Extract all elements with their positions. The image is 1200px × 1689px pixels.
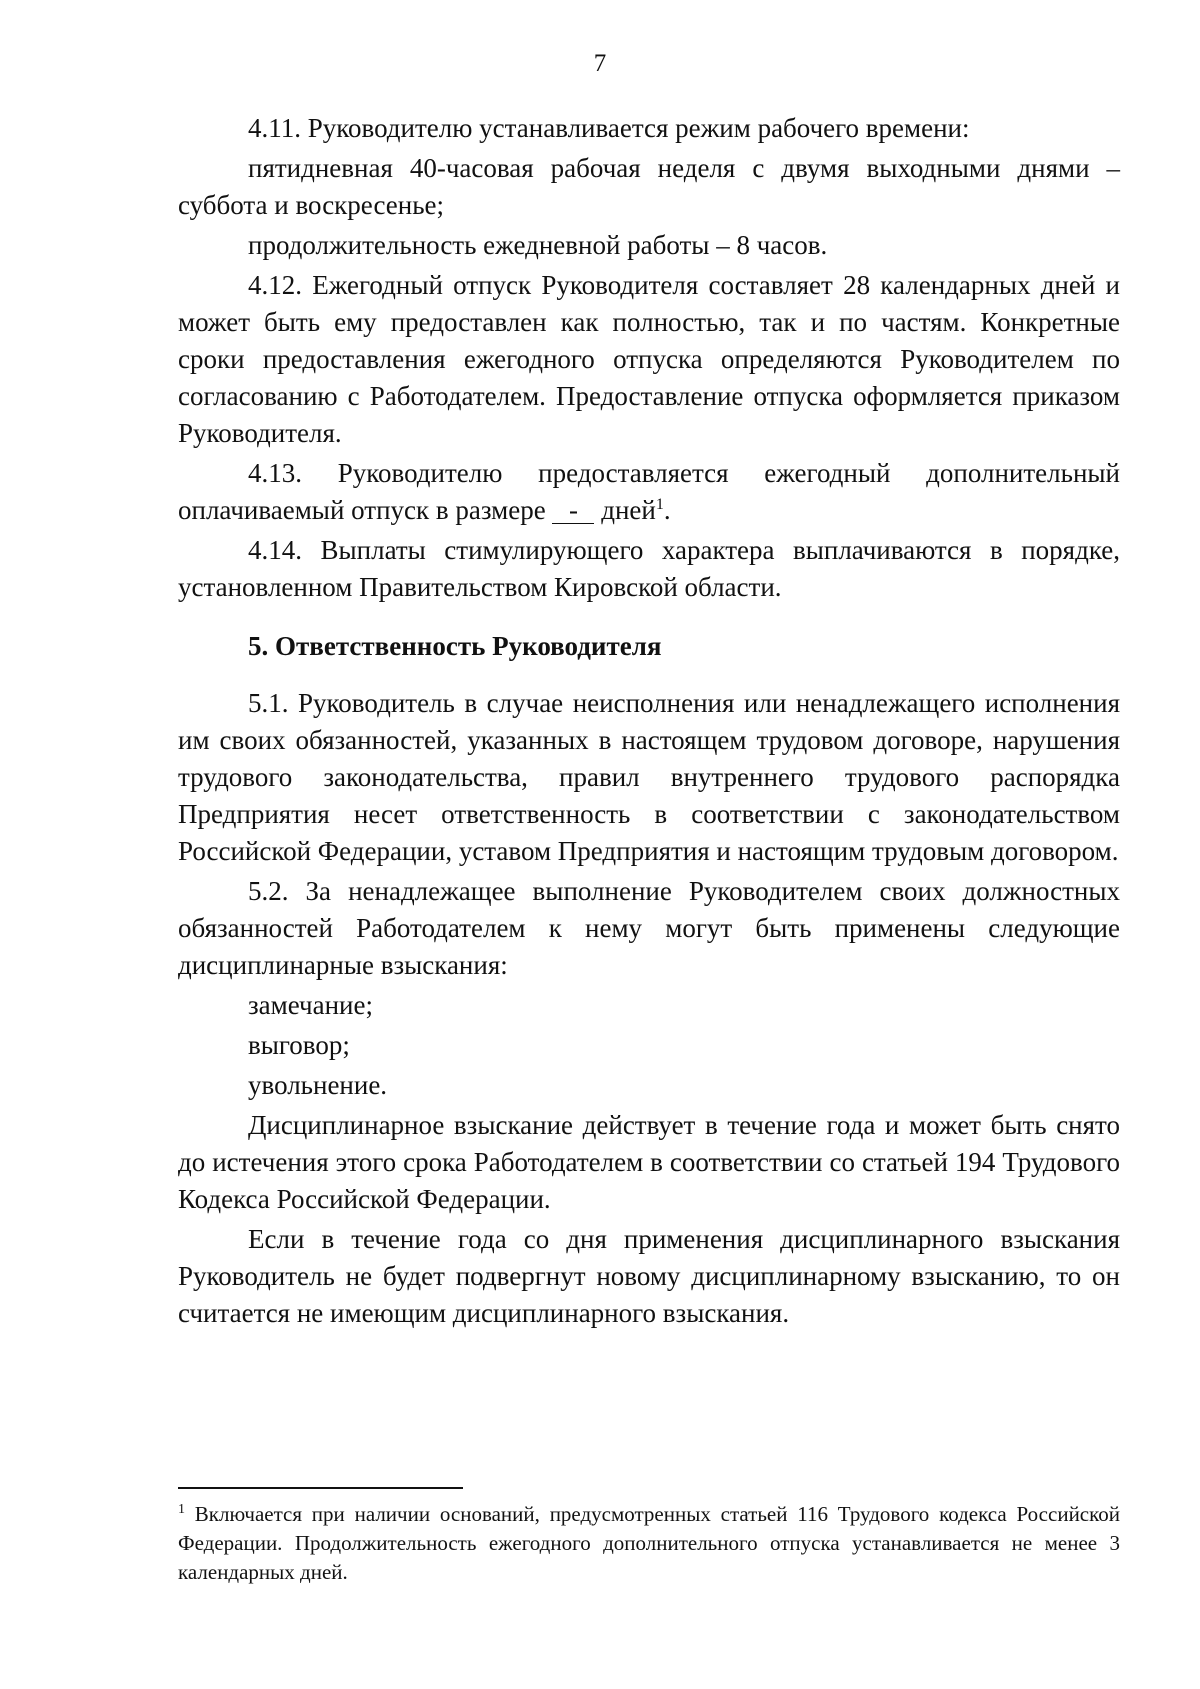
document-body <box>178 110 1120 1335</box>
vacation-days-blank: - <box>552 497 594 524</box>
paragraph-4-13-text: 4.13. Руководителю предоставляется ежегодный дополнительный оплачиваемый отпуск в размере <box>178 458 1120 525</box>
paragraph-4-11-week: пятидневная 40-часовая рабочая неделя с двумя выходными днями – суббота и воскресенье; <box>178 153 1120 220</box>
paragraph-4-11-day: продолжительность ежедневной работы – 8 часов. <box>248 230 828 260</box>
footnote-reference: 1 <box>655 496 664 513</box>
paragraph-5-2: 5.2. За ненадлежащее выполнение Руководителем своих должностных обязанностей Работодателем к нему могут быть применены следующие дисциплинарные взыскания: <box>178 876 1120 980</box>
paragraph-4-13-end: . <box>663 495 671 525</box>
paragraph-4-12: 4.12. Ежегодный отпуск Руководителя составляет 28 календарных дней и может быть ему предоставлен как полностью, так и по частям. Конкретные сроки предоставления ежегодного отпуска определяются Руководителем по согласованию с Работодателем. Предоставление отпуска оформляется приказом Руководителя. <box>178 270 1120 448</box>
page-number: 7 <box>593 50 607 77</box>
paragraph-5-1: 5.1. Руководитель в случае неисполнения или ненадлежащего исполнения им своих обязанностей, указанных в настоящем трудовом договоре, нарушения трудового законодательства, правил внутреннего трудового распорядка Предприятия несет ответственность в соответствии с законодательством Российской Федерации, уставом Предприятия и настоящим трудовым договором. <box>178 688 1120 866</box>
paragraph-4-13 <box>178 455 1120 529</box>
footnote-divider <box>178 1487 463 1489</box>
footnote-marker: 1 <box>178 1502 185 1517</box>
paragraph-penalty-expiry: Если в течение года со дня применения дисциплинарного взыскания Руководитель не будет подвергнут новому дисциплинарному взысканию, то он считается не имеющим дисциплинарного взыскания. <box>178 1224 1120 1328</box>
paragraph-penalty-duration: Дисциплинарное взыскание действует в течение года и может быть снято до истечения этого срока Работодателем в соответствии со статьей 194 Трудового Кодекса Российской Федерации. <box>178 1110 1120 1214</box>
paragraph-4-14: 4.14. Выплаты стимулирующего характера выплачиваются в порядке, установленном Правительством Кировской области. <box>178 535 1120 602</box>
penalty-reprimand: выговор; <box>248 1030 350 1060</box>
footnote-text: Включается при наличии оснований, предусмотренных статьей 116 Трудового кодекса Российской Федерации. Продолжительность ежегодного дополнительного отпуска устанавливается не менее 3 календарных дней. <box>178 1502 1120 1584</box>
section-5-heading: 5. Ответственность Руководителя <box>248 631 662 661</box>
paragraph-4-13-days: дней <box>594 495 656 525</box>
penalty-remark: замечание; <box>248 990 373 1020</box>
footnote <box>178 1500 1120 1587</box>
penalty-dismissal: увольнение. <box>248 1070 388 1100</box>
paragraph-4-11: 4.11. Руководителю устанавливается режим рабочего времени: <box>248 113 970 143</box>
